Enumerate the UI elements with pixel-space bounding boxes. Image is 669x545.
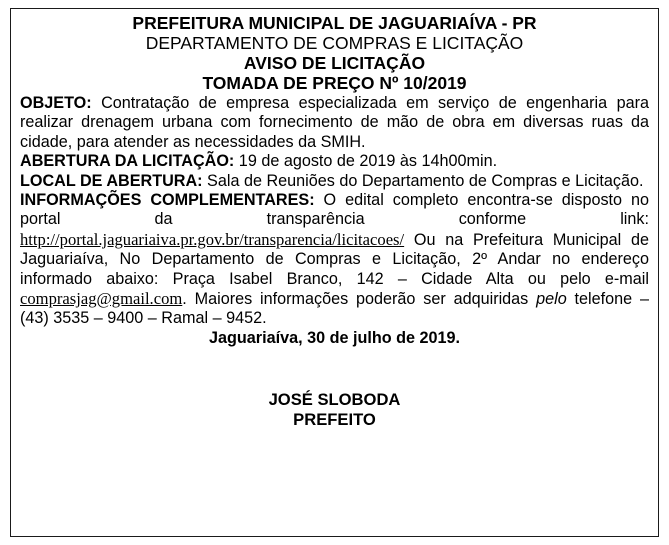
- local-text: Sala de Reuniões do Departamento de Compras e Licitação.: [202, 171, 644, 190]
- objeto-text: Contratação de empresa especializada em serviço de engenharia para realizar drenagem urbana com fornecimento de mão de obra em diversas ruas da cidade, para atender as necessidades da SMIH.: [20, 94, 649, 151]
- abertura-paragraph: [20, 152, 649, 171]
- tomada-preco-number: TOMADA DE PREÇO Nº 10/2019: [202, 73, 467, 93]
- info-label: INFORMAÇÕES COMPLEMENTARES:: [20, 191, 315, 210]
- objeto-label: OBJETO:: [20, 94, 92, 112]
- department-heading: DEPARTAMENTO DE COMPRAS E LICITAÇÃO: [145, 33, 524, 53]
- notice-title: AVISO DE LICITAÇÃO: [243, 53, 426, 73]
- transparency-portal-link[interactable]: http://portal.jaguariaiva.pr.gov.br/transparencia/licitacoes/: [20, 229, 405, 249]
- abertura-label: ABERTURA DA LICITAÇÃO:: [20, 152, 235, 171]
- licitacao-notice: [10, 8, 659, 537]
- objeto-paragraph: [20, 94, 649, 152]
- signature-block: [20, 390, 649, 430]
- signatory-name: JOSÉ SLOBODA: [268, 390, 401, 410]
- abertura-text: 19 de agosto de 2019 às 14h00min.: [234, 152, 498, 171]
- info-text-4: telefone – (43) 3535 – 9400 – Ramal – 9452.: [20, 290, 649, 328]
- info-pelo-italic: pelo: [536, 290, 567, 309]
- signatory-title: PREFEITO: [293, 410, 376, 430]
- info-text-3: . Maiores informações poderão ser adquiridas: [182, 290, 537, 309]
- prefeitura-heading: PREFEITURA MUNICIPAL DE JAGUARIAÍVA - PR: [132, 13, 537, 33]
- date-line: Jaguariaíva, 30 de julho de 2019.: [208, 328, 461, 347]
- info-text-1: O edital completo encontra-se disposto no portal da transparência conforme link:: [20, 191, 649, 229]
- info-paragraph: [20, 191, 649, 329]
- notice-body: [20, 94, 649, 329]
- email-link[interactable]: comprasjag@gmail.com: [20, 289, 183, 309]
- local-label: LOCAL DE ABERTURA:: [20, 171, 203, 190]
- info-text-2: Ou na Prefeitura Municipal de Jaguariaíva, No Departamento de Compras e Licitação, 2º Andar no endereço informado abaixo: Praça Isabel Branco, 142 – Cidade Alta ou pelo e-mail: [20, 230, 649, 288]
- local-paragraph: [20, 172, 649, 191]
